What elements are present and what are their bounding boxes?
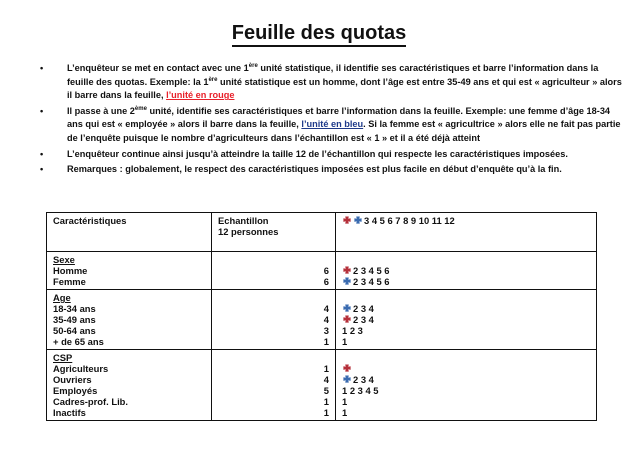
section-csp-tally bbox=[336, 350, 597, 421]
bullet-4-text: Remarques : globalement, le respect des caractéristiques imposées est plus facile en début d’enquête qu’à la fin. bbox=[67, 164, 562, 175]
row-label: 18-34 ans bbox=[53, 303, 96, 314]
row-label: Employés bbox=[53, 385, 98, 396]
tally-row bbox=[342, 276, 590, 287]
tally-values: 1 2 3 4 5 bbox=[342, 385, 379, 396]
header-tally-numbers: 3 4 5 6 7 8 9 10 11 12 bbox=[364, 215, 455, 226]
section-heading-age: Age bbox=[53, 292, 71, 303]
tally-values: 2 3 4 bbox=[353, 314, 374, 325]
row-count: 6 bbox=[323, 276, 329, 287]
header-echantillon bbox=[212, 213, 336, 252]
row-count: 4 bbox=[323, 303, 329, 314]
section-sexe-labels bbox=[47, 252, 212, 290]
bullet-1-text-b: unité statistique, il identifie ses caractéristiques et barre l’information dans la feuille des quotas. Exemple: la 1 bbox=[67, 63, 599, 87]
tally-row bbox=[342, 265, 590, 276]
tally-row bbox=[342, 363, 590, 374]
blue-unit-link[interactable]: l’unité en bleu bbox=[301, 119, 364, 130]
bullet-dot: • bbox=[40, 148, 44, 159]
section-sexe-tally bbox=[336, 252, 597, 290]
tally-row bbox=[342, 407, 590, 418]
row-count: 4 bbox=[323, 374, 329, 385]
bullet-item-1 bbox=[40, 62, 625, 103]
blue-mark-icon bbox=[353, 216, 363, 225]
red-mark-icon bbox=[342, 364, 352, 373]
header-c2-line2: 12 personnes bbox=[218, 226, 279, 237]
bullet-1-sup-2: ère bbox=[208, 76, 218, 83]
title-text: Feuille des quotas bbox=[232, 22, 406, 47]
red-mark-icon bbox=[342, 266, 352, 275]
blue-mark-icon bbox=[342, 375, 352, 384]
bullet-2-text-b: unité, identifie ses caractéristiques et barre l’information dans la feuille. Exemple: une femme d’âge 18-34 ans qui est « employée » alors il barre dans la feuille, bbox=[67, 105, 611, 130]
row-count: 1 bbox=[323, 396, 329, 407]
tally-row bbox=[342, 385, 590, 396]
section-heading-csp: CSP bbox=[53, 352, 73, 363]
tally-values: 1 2 3 bbox=[342, 325, 363, 336]
bullet-1-text-a: L’enquêteur se met en contact avec une 1 bbox=[67, 63, 249, 73]
section-age-tally bbox=[336, 290, 597, 350]
row-label: 50-64 ans bbox=[53, 325, 96, 336]
header-caracteristiques bbox=[47, 213, 212, 252]
header-c2-line1: Echantillon bbox=[218, 215, 269, 226]
tally-row bbox=[342, 336, 590, 347]
bullet-3-text: L’enquêteur continue ainsi jusqu’à atteindre la taille 12 de l’échantillon qui respecte les caractéristiques imposées. bbox=[67, 148, 568, 159]
bullet-2-sup: ème bbox=[134, 105, 147, 112]
row-label: Femme bbox=[53, 276, 86, 287]
row-count: 3 bbox=[323, 325, 329, 336]
bullet-2-text-c: . Si la femme est « agricultrice » alors elle ne fait pas partie de l’enquête puisque le nombre d’agriculteurs dans l’échantillon est « 1 » et il a été déjà atteint bbox=[67, 119, 621, 143]
tally-row bbox=[342, 396, 590, 407]
header-c1-text: Caractéristiques bbox=[53, 215, 127, 226]
row-label: Cadres-prof. Lib. bbox=[53, 396, 129, 407]
row-count: 6 bbox=[323, 265, 329, 276]
tally-values: 2 3 4 5 6 bbox=[353, 276, 390, 287]
section-age-counts bbox=[212, 290, 336, 350]
row-count: 4 bbox=[323, 314, 329, 325]
bullet-dot: • bbox=[40, 105, 44, 116]
section-csp-counts bbox=[212, 350, 336, 421]
row-count: 1 bbox=[323, 363, 329, 374]
tally-row bbox=[342, 325, 590, 336]
row-count: 5 bbox=[323, 385, 329, 396]
row-label: Agriculteurs bbox=[53, 363, 109, 374]
table-header-row bbox=[47, 213, 597, 252]
row-label: + de 65 ans bbox=[53, 336, 104, 347]
table-section-age bbox=[47, 290, 597, 350]
tally-values: 1 bbox=[342, 407, 348, 418]
tally-values: 1 bbox=[342, 336, 348, 347]
bullet-item-3 bbox=[40, 148, 625, 162]
tally-values: 2 3 4 5 6 bbox=[353, 265, 390, 276]
header-tally bbox=[336, 213, 597, 252]
bullet-dot: • bbox=[40, 63, 44, 73]
red-mark-icon bbox=[342, 315, 352, 324]
row-label: 35-49 ans bbox=[53, 314, 96, 325]
section-sexe-counts bbox=[212, 252, 336, 290]
tally-row bbox=[342, 303, 590, 314]
section-heading-sexe: Sexe bbox=[53, 254, 75, 265]
tally-values: 1 bbox=[342, 396, 348, 407]
table-section-sexe bbox=[47, 252, 597, 290]
tally-values: 2 3 4 bbox=[353, 303, 374, 314]
red-unit-link[interactable]: l’unité en rouge bbox=[166, 90, 235, 101]
bullet-1-sup-1: ère bbox=[248, 62, 258, 69]
tally-values: 2 3 4 bbox=[353, 374, 374, 385]
bullet-2-text-a: Il passe à une 2 bbox=[67, 105, 135, 116]
section-age-labels bbox=[47, 290, 212, 350]
instructions-list bbox=[40, 62, 625, 179]
tally-row bbox=[342, 314, 590, 325]
page-title bbox=[0, 22, 638, 45]
row-count: 1 bbox=[323, 407, 329, 418]
table-section-csp bbox=[47, 350, 597, 421]
bullet-dot: • bbox=[40, 164, 44, 175]
bullet-item-2 bbox=[40, 105, 625, 146]
quota-table bbox=[46, 212, 597, 421]
row-label: Inactifs bbox=[53, 407, 86, 418]
tally-row bbox=[342, 374, 590, 385]
bullet-1-text-c: unité statistique est un homme, dont l’âge est entre 35-49 ans et qui est « agriculteur » alors il barre dans la feuille, bbox=[67, 76, 622, 101]
row-label: Ouvriers bbox=[53, 374, 92, 385]
blue-mark-icon bbox=[342, 304, 352, 313]
section-csp-labels bbox=[47, 350, 212, 421]
red-mark-icon bbox=[342, 216, 352, 225]
row-label: Homme bbox=[53, 265, 88, 276]
row-count: 1 bbox=[323, 336, 329, 347]
blue-mark-icon bbox=[342, 277, 352, 286]
bullet-item-4 bbox=[40, 163, 625, 177]
